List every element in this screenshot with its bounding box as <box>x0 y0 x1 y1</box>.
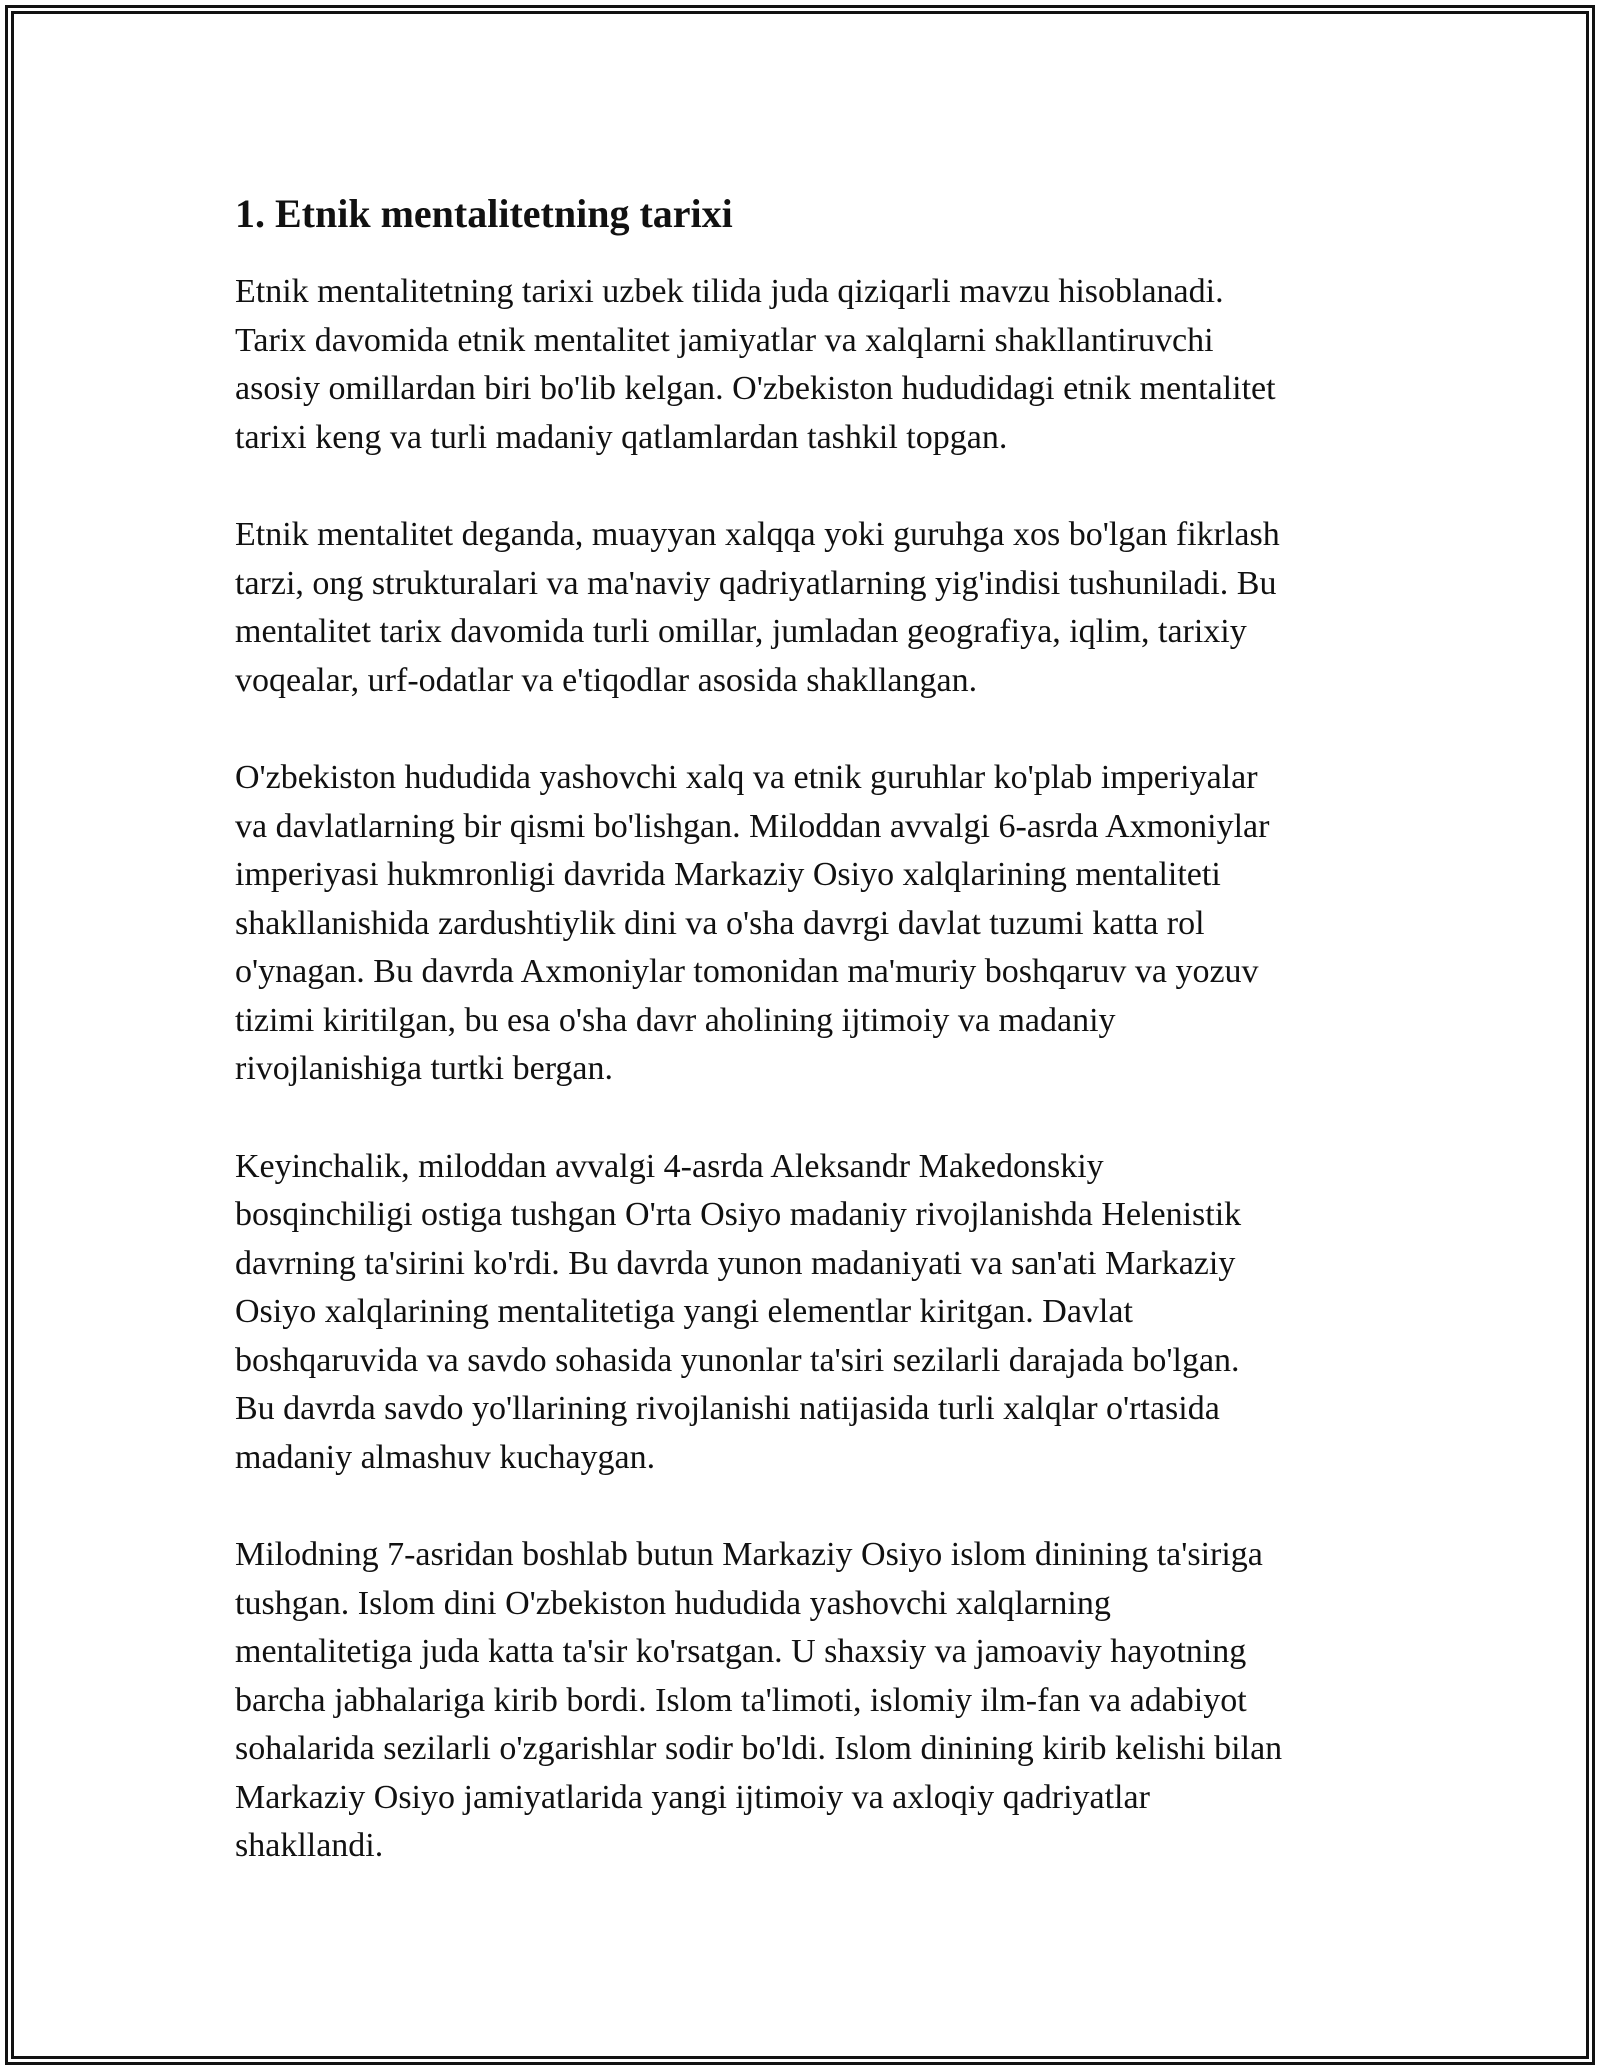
text-line: boshqaruvida va savdo sohasida yunonlar ta'siri sezilarli darajada bo'lgan. <box>235 1341 1240 1379</box>
text-line: tizimi kiritilgan, bu esa o'sha davr aholining ijtimoiy va madaniy <box>235 1001 1116 1039</box>
paragraph-1 <box>235 268 1375 462</box>
document-body <box>235 186 1375 1920</box>
text-line: rivojlanishiga turtki bergan. <box>235 1050 614 1087</box>
text-line: mentalitet tarix davomida turli omillar, jumladan geografiya, iqlim, tarixiy <box>235 613 1247 650</box>
text-line: shakllandi. <box>235 1827 384 1864</box>
paragraph-2 <box>235 511 1375 705</box>
text-line: va davlatlarning bir qismi bo'lishgan. Miloddan avvalgi 6-asrda Axmoniylar <box>235 807 1270 845</box>
paragraph-4 <box>235 1143 1375 1483</box>
text-line: Bu davrda savdo yo'llarining rivojlanishi natijasida turli xalqlar o'rtasida <box>235 1390 1220 1427</box>
text-line: Osiyo xalqlarining mentalitetiga yangi elementlar kiritgan. Davlat <box>235 1293 1133 1330</box>
text-line: davrning ta'sirini ko'rdi. Bu davrda yunon madaniyati va san'ati Markaziy <box>235 1244 1236 1282</box>
text-line: O'zbekiston hududida yashovchi xalq va etnik guruhlar ko'plab imperiyalar <box>235 759 1258 796</box>
paragraph-5 <box>235 1531 1375 1871</box>
text-line: Milodning 7-asridan boshlab butun Markaziy Osiyo islom dinining ta'siriga <box>235 1536 1263 1573</box>
text-line: tarzi, ong strukturalari va ma'naviy qadriyatlarning yig'indisi tushuniladi. Bu <box>235 564 1277 602</box>
text-line: Keyinchalik, miloddan avvalgi 4-asrda Aleksandr Makedonskiy <box>235 1147 1104 1185</box>
text-line: Etnik mentalitet deganda, muayyan xalqqa yoki guruhga xos bo'lgan fikrlash <box>235 516 1280 553</box>
text-line: bosqinchiligi ostiga tushgan O'rta Osiyo madaniy rivojlanishda Helenistik <box>235 1196 1242 1233</box>
text-line: tarixi keng va turli madaniy qatlamlardan tashkil topgan. <box>235 418 1008 456</box>
text-line: Tarix davomida etnik mentalitet jamiyatlar va xalqlarni shakllantiruvchi <box>235 321 1214 359</box>
text-line: voqealar, urf-odatlar va e'tiqodlar asosida shakllangan. <box>235 661 978 699</box>
text-line: asosiy omillardan biri bo'lib kelgan. O'zbekiston hududidagi etnik mentalitet <box>235 370 1276 407</box>
text-line: sohalarida sezilarli o'zgarishlar sodir bo'ldi. Islom dinining kirib kelishi bilan <box>235 1730 1283 1767</box>
text-line: imperiyasi hukmronligi davrida Markaziy Osiyo xalqlarining mentaliteti <box>235 856 1221 893</box>
text-line: o'ynagan. Bu davrda Axmoniylar tomonidan ma'muriy boshqaruv va yozuv <box>235 953 1259 990</box>
text-line: Markaziy Osiyo jamiyatlarida yangi ijtimoiy va axloqiy qadriyatlar <box>235 1778 1150 1816</box>
text-line: barcha jabhalariga kirib bordi. Islom ta'limoti, islomiy ilm-fan va adabiyot <box>235 1681 1247 1719</box>
text-line: tushgan. Islom dini O'zbekiston hududida yashovchi xalqlarning <box>235 1584 1111 1622</box>
text-line: mentalitetiga juda katta ta'sir ko'rsatgan. U shaxsiy va jamoaviy hayotning <box>235 1633 1247 1670</box>
paragraph-3 <box>235 754 1375 1094</box>
text-line: shakllanishida zardushtiylik dini va o'sha davrgi davlat tuzumi katta rol <box>235 904 1205 942</box>
text-line: madaniy almashuv kuchaygan. <box>235 1438 656 1476</box>
section-heading: 1. Etnik mentalitetning tarixi <box>235 191 733 236</box>
text-line: Etnik mentalitetning tarixi uzbek tilida juda qiziqarli mavzu hisoblanadi. <box>235 273 1224 310</box>
